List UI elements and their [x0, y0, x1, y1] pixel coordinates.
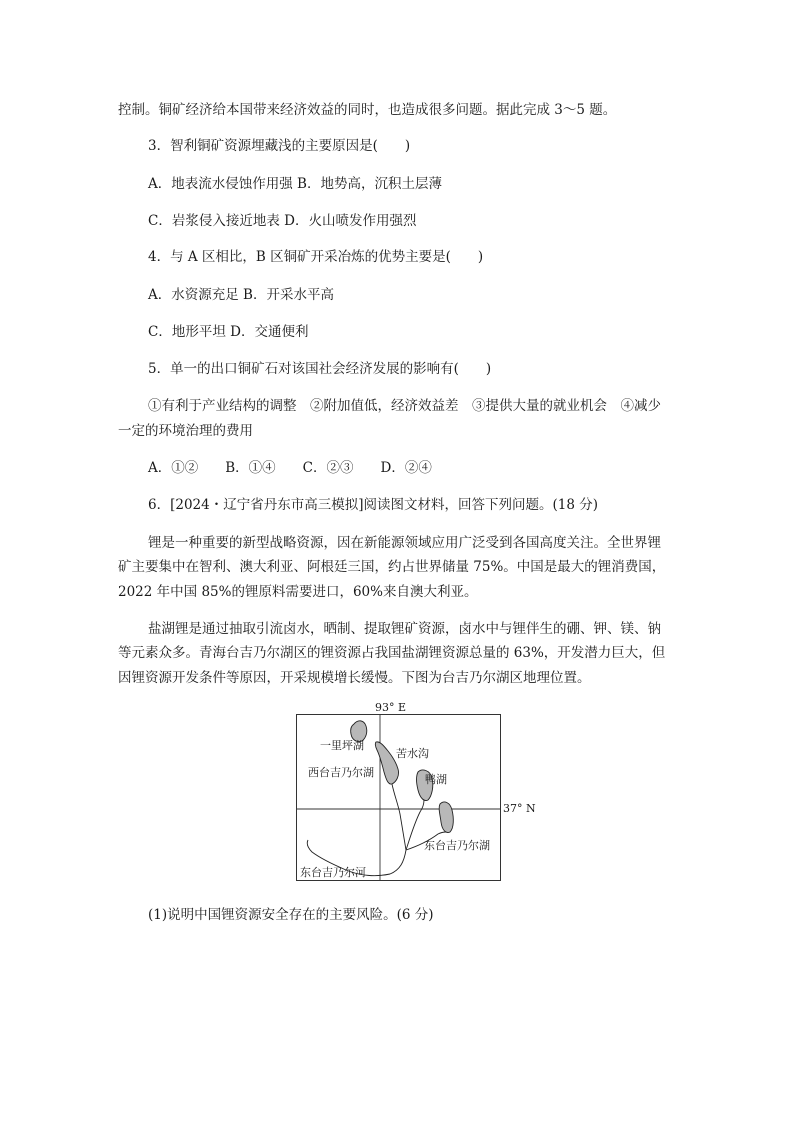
q3-options-cd: C．岩浆侵入接近地表 D．火山喷发作用强烈	[148, 213, 417, 229]
lake-region-map	[296, 714, 501, 881]
q6-para1-line1: 锂是一种重要的新型战略资源，因在新能源领域应用广泛受到各国高度关注。全世界锂	[148, 535, 661, 551]
label-east-taijinaier-lake: 东台吉乃尔湖	[424, 839, 490, 852]
q5-statements-line1: ①有利于产业结构的调整 ②附加值低，经济效益差 ③提供大量的就业机会 ④减少	[148, 398, 661, 414]
q6-para1-line2: 矿主要集中在智利、澳大利亚、阿根廷三国，约占世界储量 75%。中国是最大的锂消费国，	[118, 559, 666, 575]
q4-options-cd: C．地形平坦 D．交通便利	[148, 324, 309, 340]
q6-para2-line3: 因锂资源开发条件等原因，开采规模增长缓慢。下图为台吉乃尔湖区地理位置。	[118, 670, 591, 686]
label-kushui-gou: 苦水沟	[396, 747, 429, 760]
q3-options-ab: A．地表流水侵蚀作用强 B．地势高，沉积土层薄	[148, 176, 442, 192]
map-longitude-label: 93° E	[375, 701, 407, 714]
q6-para1-line3: 2022 年中国 85%的锂原料需要进口，60%来自澳大利亚。	[118, 584, 478, 600]
q6-para2-line1: 盐湖锂是通过抽取引流卤水，晒制、提取锂矿资源，卤水中与锂伴生的硼、钾、镁、钠	[148, 621, 661, 637]
label-yili-ping-lake: 一里坪湖	[320, 739, 364, 752]
q4-stem: 4．与 A 区相比，B 区铜矿开采冶炼的优势主要是( )	[148, 249, 484, 265]
label-east-taijinaier-river: 东台吉乃尔河	[300, 866, 366, 879]
q3-stem: 3．智利铜矿资源埋藏浅的主要原因是( )	[148, 138, 411, 154]
intro-tail: 控制。铜矿经济给本国带来经济效益的同时，也造成很多问题。据此完成 3～5 题。	[118, 102, 617, 118]
q6-header: 6．[2024・辽宁省丹东市高三模拟]阅读图文材料，回答下列问题。(18 分)	[148, 497, 598, 513]
q4-options-ab: A．水资源充足 B．开采水平高	[148, 287, 334, 303]
q5-statements-line2: 一定的环境治理的费用	[118, 423, 253, 439]
q6-sub1: (1)说明中国锂资源安全存在的主要风险。(6 分)	[148, 907, 434, 923]
q6-para2-line2: 等元素众多。青海台吉乃尔湖区的锂资源占我国盐湖锂资源总量的 63%，开发潜力巨大，但	[118, 645, 666, 661]
label-west-taijinaier-lake: 西台吉乃尔湖	[308, 766, 374, 779]
q5-stem: 5．单一的出口铜矿石对该国社会经济发展的影响有( )	[148, 361, 492, 377]
map-latitude-label: 37° N	[503, 802, 536, 815]
label-ya-lake: 鸭湖	[425, 773, 447, 786]
q5-options: A．①② B．①④ C．②③ D．②④	[148, 460, 432, 476]
